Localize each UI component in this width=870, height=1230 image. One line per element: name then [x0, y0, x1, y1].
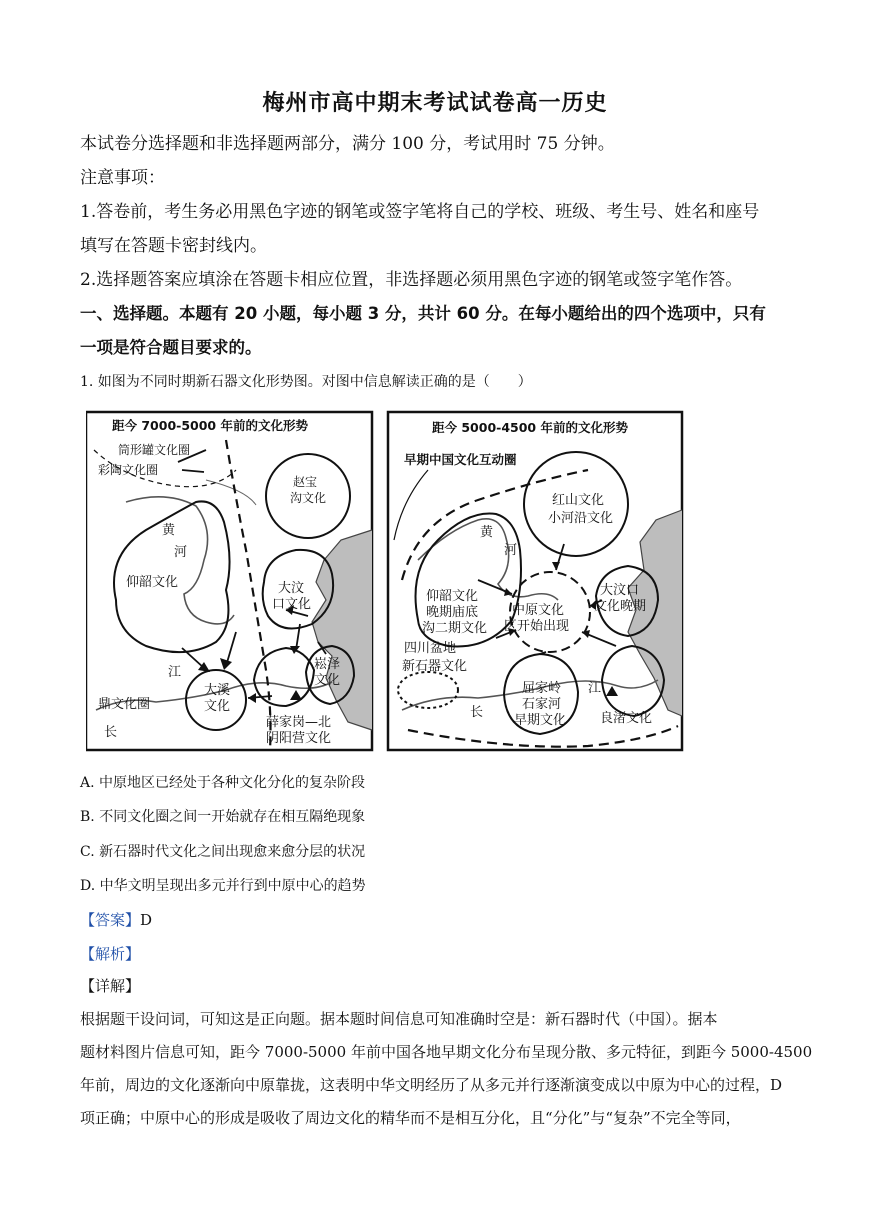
label-zhaobaogou-1: 赵宝: [293, 475, 318, 489]
option-d: D. 中华文明呈现出多元并行到中原中心的趋势: [80, 878, 366, 894]
label-yangshao-2: 晚期庙底: [426, 605, 479, 620]
label-dingwenhua: 鼎文化圈: [98, 697, 151, 712]
label-zhongyuan-2: 区开始出现: [504, 619, 570, 634]
label-chang: 长: [104, 725, 118, 740]
notice-item-2: 2.选择题答案应填涂在答题卡相应位置，非选择题必须用黑色字迹的钢笔或签字笔作答。: [80, 270, 743, 290]
page-title: 梅州市高中期末考试试卷高一历史: [262, 91, 608, 116]
label-sichuan-1: 四川盆地: [404, 641, 457, 656]
label-he: 河: [174, 545, 188, 560]
section-heading-cont: 一项是符合题目要求的。: [80, 338, 262, 357]
notice-heading: 注意事项：: [80, 168, 165, 188]
label-liangzhu: 良渚文化: [600, 711, 653, 726]
label-qujialing-1: 屈家岭: [522, 681, 562, 696]
label-he: 河: [504, 543, 518, 558]
label-dawenkou-2: 文化晚期: [594, 599, 647, 614]
label-qujialing-2: 石家河: [522, 697, 562, 712]
label-hongshan-1: 红山文化: [552, 493, 605, 508]
answer-value: D: [140, 911, 153, 929]
notice-item-1-cont: 填写在答题卡密封线内。: [80, 236, 267, 256]
label-songze-2: 文化: [314, 673, 341, 688]
detail-line-4: 项正确；中原中心的形成是吸收了周边文化的精华而不是相互分化，且“分化”与“复杂”不完全等同，: [80, 1109, 741, 1127]
label-yangshao: 仰韶文化: [126, 575, 179, 590]
label-hongshan-2: 小河沿文化: [548, 511, 614, 526]
label-qujialing-3: 早期文化: [514, 713, 567, 728]
label-jiang: 江: [588, 681, 602, 696]
analysis-tag: 【解析】: [80, 945, 141, 963]
label-yangshao-1: 仰韶文化: [426, 589, 479, 604]
label-xuejiagang-2: 阴阳营文化: [266, 731, 332, 746]
label-interaction: 早期中国文化互动圈: [404, 452, 517, 467]
right-map: [388, 412, 682, 750]
label-dawenkou-2: 口文化: [272, 597, 312, 612]
label-zhongyuan-1: 中原文化: [512, 603, 565, 618]
option-c: C. 新石器时代文化之间出现愈来愈分层的状况: [80, 844, 366, 860]
label-sichuan-2: 新石器文化: [402, 659, 468, 674]
label-daxi-1: 大溪: [204, 683, 231, 698]
label-jiang: 江: [168, 665, 182, 680]
left-map-title: 距今 7000-5000 年前的文化形势: [112, 418, 308, 433]
label-xuejiagang-1: 薛家岗—北: [266, 715, 332, 730]
label-zhaobaogou-2: 沟文化: [290, 491, 327, 505]
label-caitao: 彩陶文化圈: [98, 463, 159, 477]
label-huang: 黄: [162, 523, 176, 538]
notice-item-1: 1.答卷前，考生务必用黑色字迹的钢笔或签字笔将自己的学校、班级、考生号、姓名和座号: [80, 202, 760, 222]
label-chang: 长: [470, 705, 484, 720]
detail-line-2: 题材料图片信息可知，距今 7000-5000 年前中国各地早期文化分布呈现分散、多元特征，到距今 5000-4500: [80, 1043, 813, 1061]
option-b: B. 不同文化圈之间一开始就存在相互隔绝现象: [80, 809, 366, 825]
label-huang: 黄: [480, 525, 494, 540]
label-yangshao-3: 沟二期文化: [422, 621, 488, 636]
answer-line: [80, 909, 152, 930]
label-tongxingguan: 筒形罐文化圈: [118, 443, 191, 457]
question-stem: 1. 如图为不同时期新石器文化形势图。对图中信息解读正确的是（ ）: [80, 374, 532, 390]
answer-tag: 【答案】: [80, 911, 141, 929]
exam-intro: 本试卷分选择题和非选择题两部分，满分 100 分，考试用时 75 分钟。: [80, 134, 615, 154]
label-songze-1: 崧泽: [314, 657, 341, 672]
label-dawenkou-1: 大汶: [278, 581, 305, 596]
detail-tag: 【详解】: [80, 977, 141, 995]
label-daxi-2: 文化: [204, 699, 231, 714]
neolithic-culture-maps: [86, 410, 684, 754]
option-a: A. 中原地区已经处于各种文化分化的复杂阶段: [80, 775, 366, 791]
detail-line-1: 【详解】 根据题干设问词，可知这是正向题。据本题时间信息可知准确时空是：新石器时代（中国）。据本: [80, 970, 794, 1036]
right-map-title: 距今 5000-4500 年前的文化形势: [432, 420, 628, 435]
label-dawenkou-1: 大汶口: [600, 583, 640, 598]
detail-paragraph: [80, 970, 813, 1135]
section-heading: 一、选择题。本题有 20 小题，每小题 3 分，共计 60 分。在每小题给出的四个选项中，只有: [80, 304, 766, 323]
detail-line-3: 年前，周边的文化逐渐向中原靠拢，这表明中华文明经历了从多元并行逐渐演变成以中原为中心的过程，D: [80, 1076, 783, 1094]
left-map: [86, 412, 372, 750]
